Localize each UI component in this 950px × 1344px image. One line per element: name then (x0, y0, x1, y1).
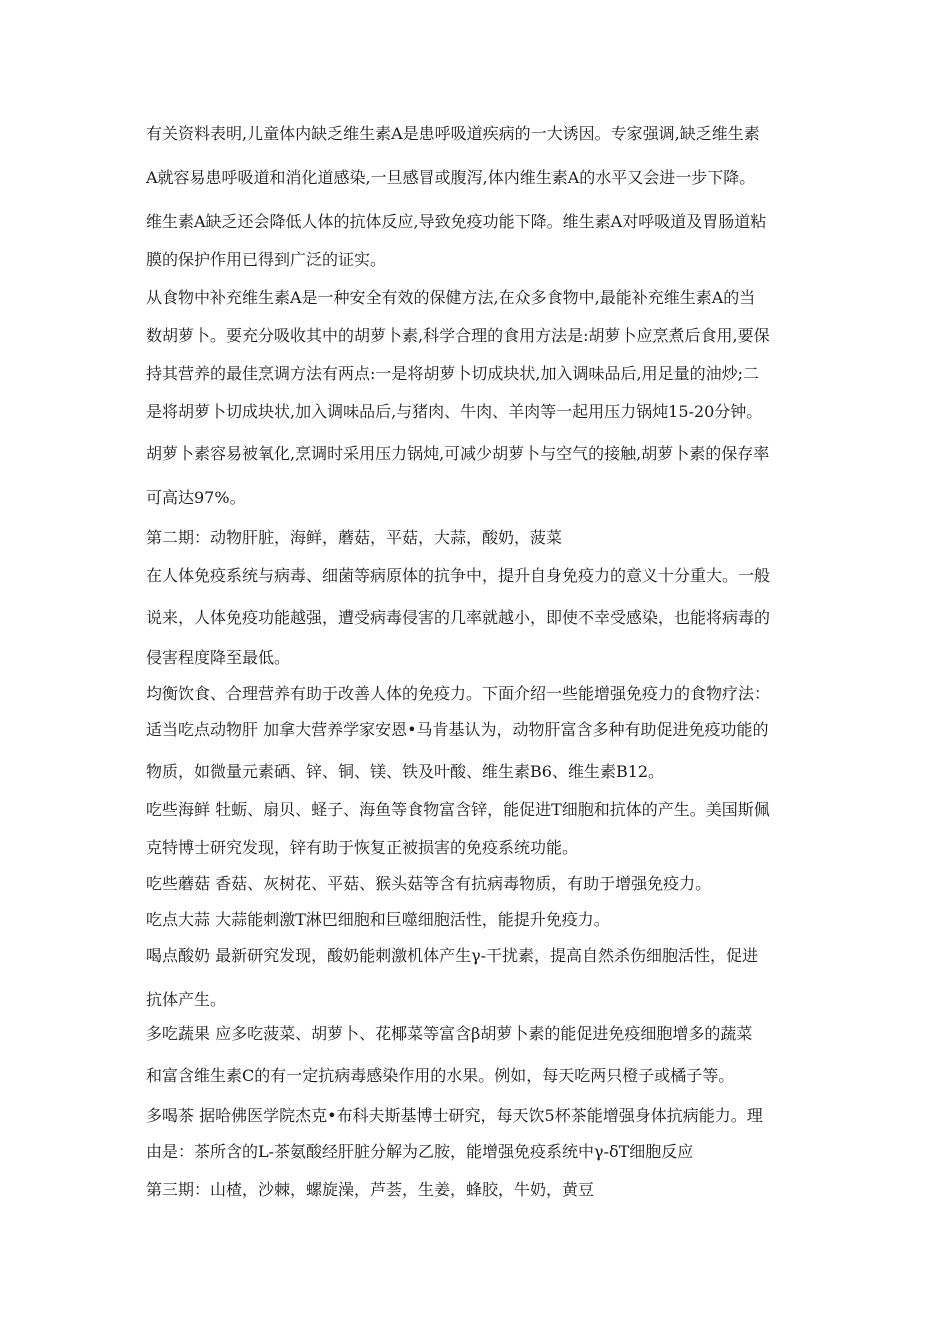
text-line-2: A就容易患呼吸道和消化道感染,一旦感冒或腹泻,体内维生素A的水平又会进一步下降。 (146, 168, 756, 187)
text-line-10: 可高达97%。 (146, 488, 246, 507)
section-heading-phase-3: 第三期：山楂，沙棘，螺旋澡，芦荟，生姜，蜂胶，牛奶，黄豆 (146, 1180, 595, 1199)
text-line-15: 均衡饮食、合理营养有助于改善人体的免疫力。下面介绍一些能增强免疫力的食物疗法： (146, 684, 771, 703)
text-line-17: 物质，如微量元素硒、锌、铜、镁、铁及叶酸、维生素B6、维生素B12。 (146, 762, 665, 781)
text-line-1: 有关资料表明,儿童体内缺乏维生素A是患呼吸道疾病的一大诱因。专家强调,缺乏维生素 (146, 124, 760, 143)
text-line-22: 喝点酸奶 最新研究发现，酸奶能刺激机体产生γ-干扰素，提高自然杀伤细胞活性，促进 (146, 946, 759, 965)
text-line-7: 持其营养的最佳烹调方法有两点:一是将胡萝卜切成块状,加入调味品后,用足量的油炒;二 (146, 364, 759, 383)
text-line-5: 从食物中补充维生素A是一种安全有效的保健方法,在众多食物中,最能补充维生素A的当 (146, 288, 756, 307)
text-line-3: 维生素A缺乏还会降低人体的抗体反应,导致免疫功能下降。维生素A对呼吸道及胃肠道粘 (146, 212, 767, 231)
text-line-20: 吃些蘑菇 香菇、灰树花、平菇、猴头菇等含有抗病毒物质，有助于增强免疫力。 (146, 874, 712, 893)
text-line-13: 说来，人体免疫功能越强，遭受病毒侵害的几率就越小，即使不幸受感染，也能将病毒的 (146, 608, 771, 627)
text-line-26: 多喝茶 据哈佛医学院杰克•布科夫斯基博士研究，每天饮5杯茶能增强身体抗病能力。理 (146, 1106, 763, 1125)
text-line-8: 是将胡萝卜切成块状,加入调味品后,与猪肉、牛肉、羊肉等一起用压力锅炖15-20分钟。 (146, 402, 763, 421)
text-line-25: 和富含维生素C的有一定抗病毒感染作用的水果。例如，每天吃两只橙子或橘子等。 (146, 1066, 735, 1085)
section-heading-phase-2: 第二期：动物肝脏，海鲜，蘑菇，平菇，大蒜，酸奶，菠菜 (146, 528, 563, 547)
text-line-14: 侵害程度降至最低。 (146, 648, 291, 667)
text-line-4: 膜的保护作用已得到广泛的证实。 (146, 250, 387, 269)
text-line-9: 胡萝卜素容易被氧化,烹调时采用压力锅炖,可减少胡萝卜与空气的接触,胡萝卜素的保存率 (146, 444, 770, 463)
text-line-23: 抗体产生。 (146, 990, 227, 1009)
text-line-18: 吃些海鲜 牡蛎、扇贝、蛏子、海鱼等食物富含锌，能促进T细胞和抗体的产生。美国斯佩 (146, 800, 770, 819)
text-line-6: 数胡萝卜。要充分吸收其中的胡萝卜素,科学合理的食用方法是:胡萝卜应烹煮后食用,要保 (146, 326, 770, 345)
text-line-19: 克特博士研究发现，锌有助于恢复正被损害的免疫系统功能。 (146, 838, 579, 857)
text-line-27: 由是：茶所含的L-茶氨酸经肝脏分解为乙胺，能增强免疫系统中γ-δT细胞反应 (146, 1142, 694, 1161)
text-line-12: 在人体免疫系统与病毒、细菌等病原体的抗争中，提升自身免疫力的意义十分重大。一般 (146, 566, 771, 585)
text-line-21: 吃点大蒜 大蒜能刺激T淋巴细胞和巨噬细胞活性，能提升免疫力。 (146, 910, 610, 929)
text-line-16: 适当吃点动物肝 加拿大营养学家安恩•马肯基认为，动物肝富含多种有助促进免疫功能的 (146, 720, 769, 739)
text-line-24: 多吃蔬果 应多吃菠菜、胡萝卜、花椰菜等富含β胡萝卜素的能促进免疫细胞增多的蔬菜 (146, 1024, 753, 1043)
